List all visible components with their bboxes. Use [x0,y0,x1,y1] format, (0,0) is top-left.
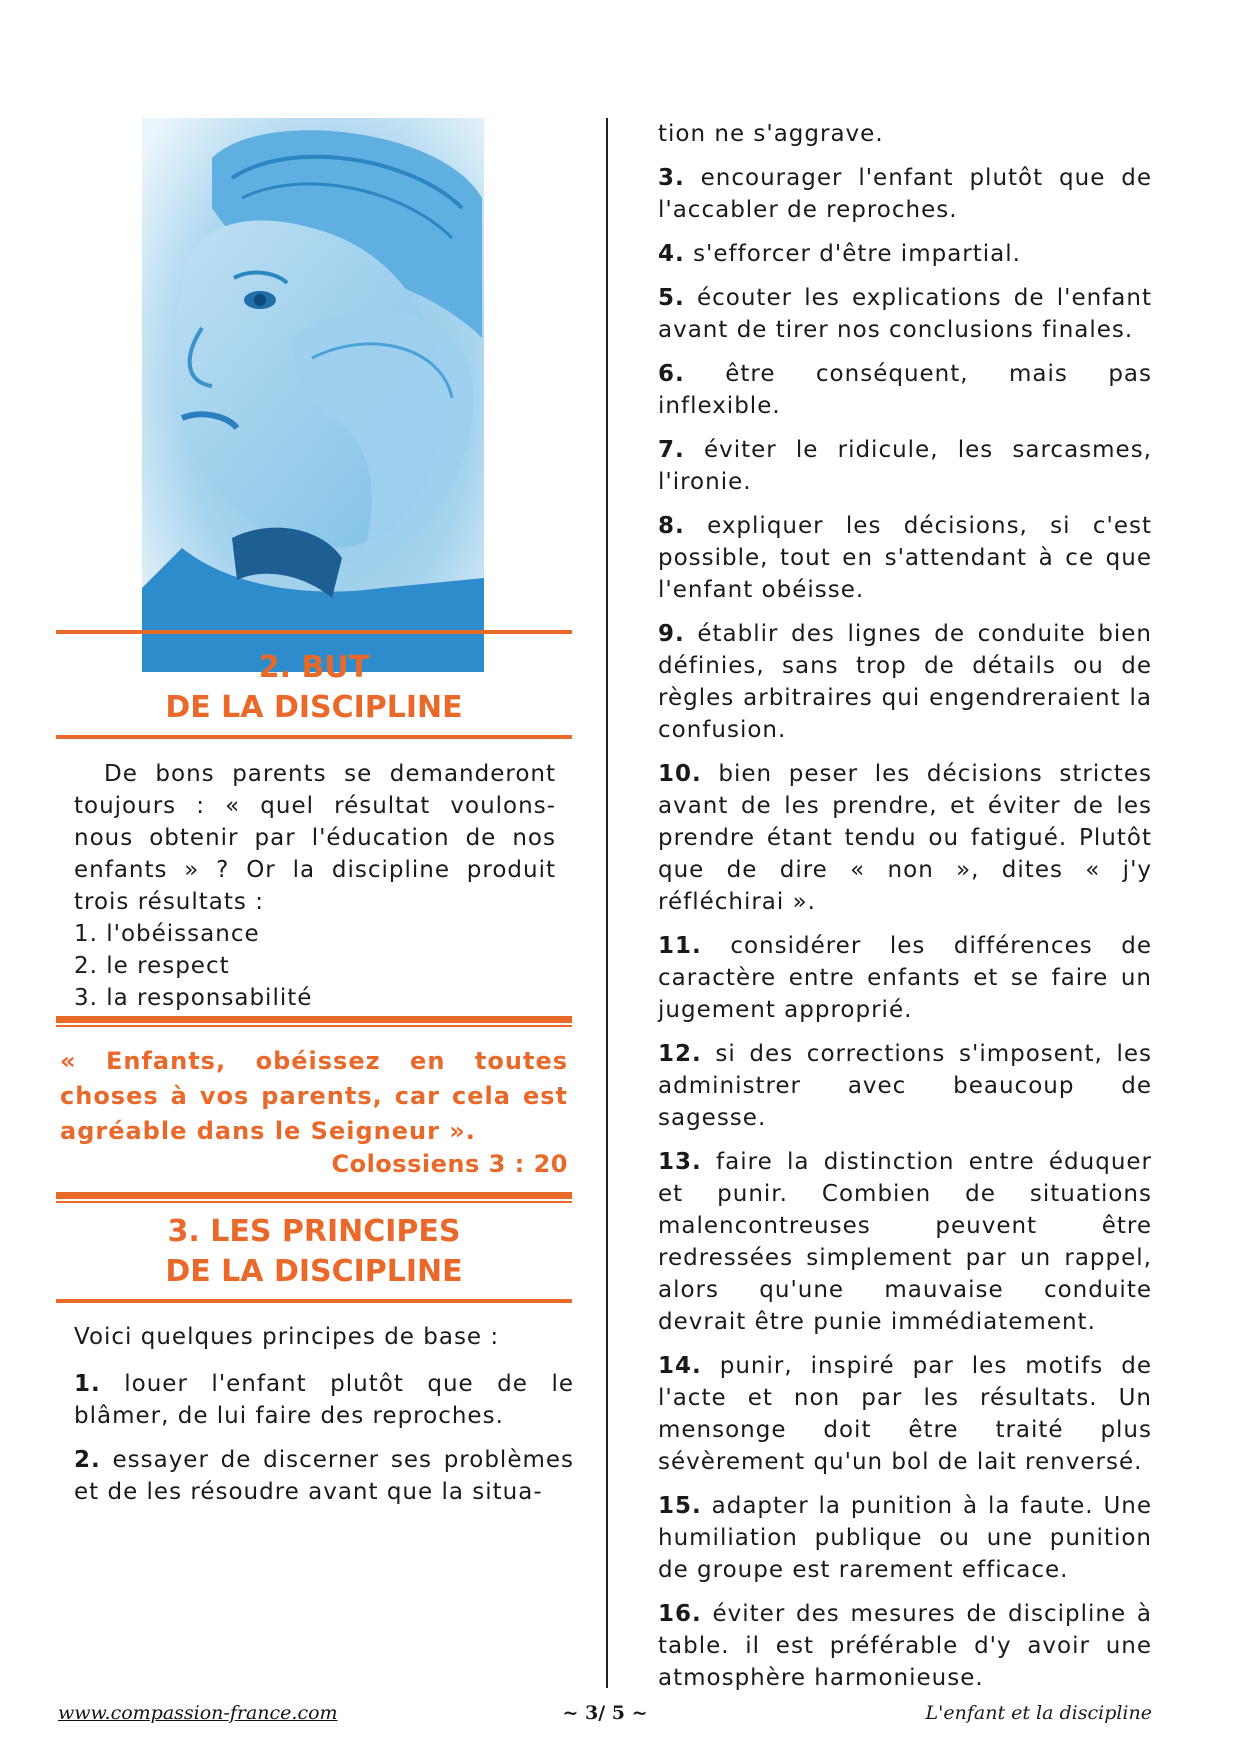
website-link[interactable]: www.compassion-france.com [58,1702,338,1724]
results-list [74,918,556,1014]
principle-item: 4. s'efforcer d'être impartial. [658,241,1021,267]
result-item: 2. le respect [74,953,230,979]
section3-heading-line1: 3. LES PRINCIPES [167,1214,461,1249]
column-divider [606,118,608,1688]
principle-item: 10. bien peser les décisions strictes avant de les prendre, et éviter de les prendre étant tendu ou fatigué. Plutôt que de dire « non », dites « j'y réfléchirai ». [658,761,1153,915]
page-number: ~ 3/ 5 ~ [562,1702,648,1724]
right-column [658,118,1152,1706]
section2-heading-line1: 2. BUT [258,650,370,685]
principle-item: 6. être conséquent, mais pas inflexible. [658,361,1153,419]
quote-top-rule [56,1016,572,1023]
principle-item: 16. éviter des mesures de discipline à table. il est préférable d'y avoir une atmosphère harmonieuse. [658,1601,1152,1691]
section2-heading-line2: DE LA DISCIPLINE [165,690,463,725]
section3-bottom-rule [56,1299,572,1303]
principle-item: 5. écouter les explications de l'enfant avant de tirer nos conclusions finales. [658,285,1152,343]
section3-intro: Voici quelques principes de base : [74,1324,500,1350]
section3-heading-line2: DE LA DISCIPLINE [165,1254,463,1289]
section2-heading [56,648,572,728]
child-portrait-image [142,118,484,672]
section2-top-rule [56,630,572,634]
principles-list-left [74,1368,574,1520]
section3-heading [56,1212,572,1292]
principles-list-right [658,162,1152,1694]
principle-item: 1. louer l'enfant plutôt que de le blâmer, de lui faire des reproches. [74,1371,574,1429]
principle-item: 8. expliquer les décisions, si c'est possible, tout en s'attendant à ce que l'enfant obéisse. [658,513,1152,603]
principle-item: 14. punir, inspiré par les motifs de l'acte et non par les résultats. Un mensonge doit être traité plus sévèrement qu'un bol de lait renversé. [658,1353,1152,1475]
bible-quote: « Enfants, obéissez en toutes choses à vos parents, car cela est agréable dans le Seigneur ». [60,1047,568,1145]
principle-item: 13. faire la distinction entre éduquer et punir. Combien de situations malencontreuses peuvent être redressées simplement par un rappel, alors qu'une mauvaise conduite devrait être punie immédiatement. [658,1149,1153,1335]
principle-item: 12. si des corrections s'imposent, les administrer avec beaucoup de sagesse. [658,1041,1152,1131]
principle-item: 15. adapter la punition à la faute. Une humiliation publique ou une punition de groupe est rarement efficace. [658,1493,1153,1583]
page-footer [58,1702,1152,1732]
result-item: 1. l'obéissance [74,921,260,947]
principle-item: 9. établir des lignes de conduite bien définies, sans trop de détails ou de règles arbitraires qui engendreraient la confusion. [658,621,1152,743]
principle-item: 7. éviter le ridicule, les sarcasmes, l'ironie. [658,437,1152,495]
quote-bottom-rule [56,1192,572,1199]
child-photo [142,118,484,672]
document-title: L'enfant et la discipline [925,1702,1152,1724]
principle-item: 11. considérer les différences de caractère entre enfants et se faire un jugement approprié. [658,933,1152,1023]
principle-continuation: tion ne s'aggrave. [658,121,884,147]
result-item: 3. la responsabilité [74,985,313,1011]
section2-bottom-rule [56,735,572,739]
quote-reference: Colossiens 3 : 20 [331,1150,568,1178]
principle-item: 3. encourager l'enfant plutôt que de l'accabler de reproches. [658,165,1152,223]
principle-item: 2. essayer de discerner ses problèmes et de les résoudre avant que la situa- [74,1447,575,1505]
section2-paragraph: De bons parents se demanderont toujours : « quel résultat voulons-nous obtenir par l'éducation de nos enfants » ? Or la discipline produit trois résultats : [74,761,556,915]
